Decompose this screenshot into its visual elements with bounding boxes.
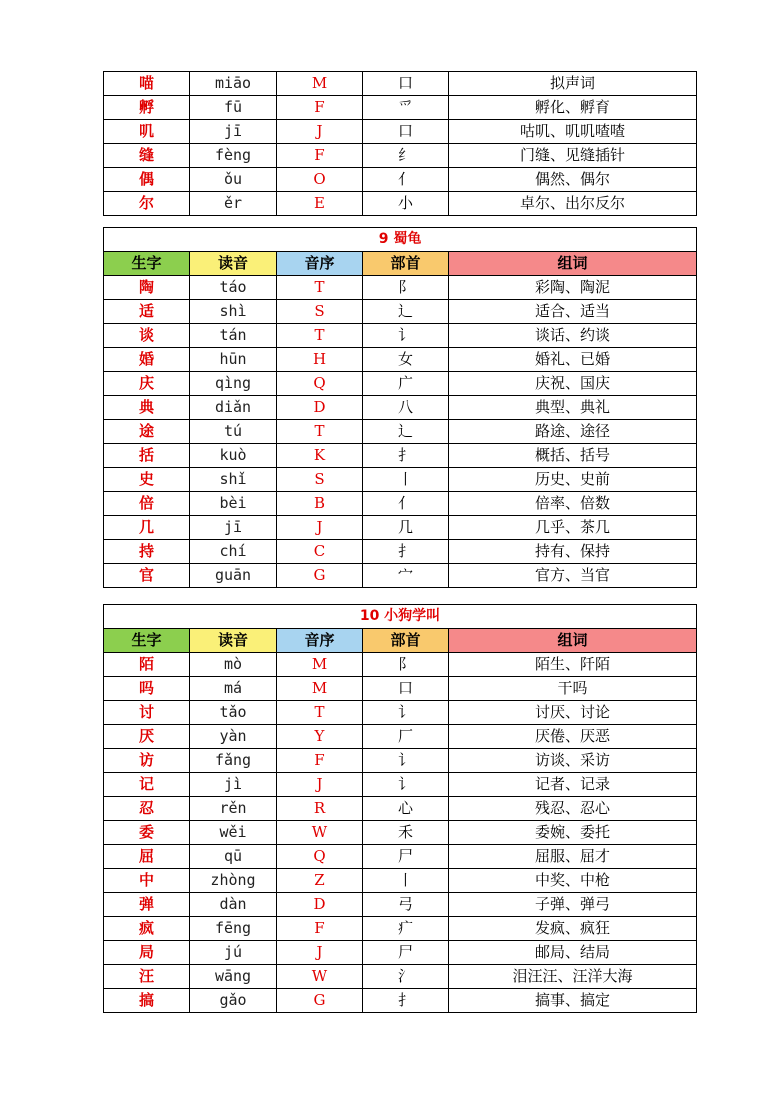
table-row <box>104 725 697 749</box>
table-row <box>104 845 697 869</box>
order-letter-cell: S <box>277 300 363 324</box>
radical-cell: 辶 <box>363 420 449 444</box>
order-letter-cell: F <box>277 144 363 168</box>
radical-cell: 口 <box>363 120 449 144</box>
pinyin-cell: hūn <box>190 348 277 372</box>
char-cell: 局 <box>104 941 190 965</box>
order-letter-cell: M <box>277 72 363 96</box>
radical-cell: 讠 <box>363 701 449 725</box>
words-cell: 彩陶、陶泥 <box>449 276 697 300</box>
table-row <box>104 348 697 372</box>
words-cell: 子弹、弹弓 <box>449 893 697 917</box>
order-letter-cell: Q <box>277 372 363 396</box>
table-row <box>104 120 697 144</box>
words-cell: 几乎、茶几 <box>449 516 697 540</box>
order-letter-cell: W <box>277 965 363 989</box>
char-cell: 委 <box>104 821 190 845</box>
char-cell: 偶 <box>104 168 190 192</box>
words-cell: 持有、保持 <box>449 540 697 564</box>
char-cell: 持 <box>104 540 190 564</box>
radical-cell: 纟 <box>363 144 449 168</box>
table-row <box>104 168 697 192</box>
pinyin-cell: bèi <box>190 492 277 516</box>
char-cell: 缝 <box>104 144 190 168</box>
char-cell: 屈 <box>104 845 190 869</box>
table-row <box>104 677 697 701</box>
radical-cell: 心 <box>363 797 449 821</box>
order-letter-cell: B <box>277 492 363 516</box>
header-pinyin: 读音 <box>190 252 277 276</box>
order-letter-cell: G <box>277 989 363 1013</box>
char-cell: 吗 <box>104 677 190 701</box>
char-cell: 途 <box>104 420 190 444</box>
pinyin-cell: dàn <box>190 893 277 917</box>
table-row <box>104 96 697 120</box>
char-cell: 喵 <box>104 72 190 96</box>
order-letter-cell: F <box>277 96 363 120</box>
words-cell: 咕叽、叽叽喳喳 <box>449 120 697 144</box>
table-row <box>104 965 697 989</box>
char-cell: 括 <box>104 444 190 468</box>
column-header-row <box>104 629 697 653</box>
pinyin-cell: tú <box>190 420 277 444</box>
words-cell: 历史、史前 <box>449 468 697 492</box>
radical-cell: 尸 <box>363 941 449 965</box>
radical-cell: 讠 <box>363 773 449 797</box>
vocab-table-8-continued <box>103 71 697 216</box>
words-cell: 偶然、偶尔 <box>449 168 697 192</box>
radical-cell: 宀 <box>363 564 449 588</box>
vocab-table-9 <box>103 227 697 588</box>
char-cell: 几 <box>104 516 190 540</box>
radical-cell: 几 <box>363 516 449 540</box>
radical-cell: 亻 <box>363 492 449 516</box>
words-cell: 概括、括号 <box>449 444 697 468</box>
pinyin-cell: fèng <box>190 144 277 168</box>
char-cell: 陌 <box>104 653 190 677</box>
words-cell: 适合、适当 <box>449 300 697 324</box>
order-letter-cell: H <box>277 348 363 372</box>
pinyin-cell: chí <box>190 540 277 564</box>
table-row <box>104 540 697 564</box>
order-letter-cell: W <box>277 821 363 845</box>
pinyin-cell: jī <box>190 120 277 144</box>
table-row <box>104 72 697 96</box>
words-cell: 中奖、中枪 <box>449 869 697 893</box>
radical-cell: 口 <box>363 72 449 96</box>
words-cell: 门缝、见缝插针 <box>449 144 697 168</box>
table-row <box>104 893 697 917</box>
header-char: 生字 <box>104 252 190 276</box>
words-cell: 谈话、约谈 <box>449 324 697 348</box>
char-cell: 记 <box>104 773 190 797</box>
char-cell: 疯 <box>104 917 190 941</box>
words-cell: 邮局、结局 <box>449 941 697 965</box>
radical-cell: 扌 <box>363 989 449 1013</box>
order-letter-cell: T <box>277 276 363 300</box>
char-cell: 讨 <box>104 701 190 725</box>
order-letter-cell: D <box>277 396 363 420</box>
order-letter-cell: J <box>277 773 363 797</box>
table-row <box>104 276 697 300</box>
header-radical: 部首 <box>363 629 449 653</box>
table-row <box>104 372 697 396</box>
order-letter-cell: J <box>277 516 363 540</box>
order-letter-cell: Q <box>277 845 363 869</box>
char-cell: 典 <box>104 396 190 420</box>
table-row <box>104 516 697 540</box>
table-row <box>104 797 697 821</box>
header-order: 音序 <box>277 629 363 653</box>
order-letter-cell: T <box>277 701 363 725</box>
radical-cell: 厂 <box>363 725 449 749</box>
radical-cell: 扌 <box>363 444 449 468</box>
pinyin-cell: ěr <box>190 192 277 216</box>
words-cell: 搞事、搞定 <box>449 989 697 1013</box>
radical-cell: 疒 <box>363 917 449 941</box>
char-cell: 适 <box>104 300 190 324</box>
table-row <box>104 821 697 845</box>
pinyin-cell: fǎng <box>190 749 277 773</box>
pinyin-cell: qìng <box>190 372 277 396</box>
char-cell: 中 <box>104 869 190 893</box>
table-row <box>104 869 697 893</box>
words-cell: 典型、典礼 <box>449 396 697 420</box>
words-cell: 访谈、采访 <box>449 749 697 773</box>
header-char: 生字 <box>104 629 190 653</box>
table-row <box>104 444 697 468</box>
words-cell: 残忍、忍心 <box>449 797 697 821</box>
table-row <box>104 653 697 677</box>
char-cell: 孵 <box>104 96 190 120</box>
char-cell: 弹 <box>104 893 190 917</box>
table-row <box>104 941 697 965</box>
pinyin-cell: mò <box>190 653 277 677</box>
table-row <box>104 396 697 420</box>
words-cell: 婚礼、已婚 <box>449 348 697 372</box>
words-cell: 倍率、倍数 <box>449 492 697 516</box>
order-letter-cell: M <box>277 677 363 701</box>
char-cell: 搞 <box>104 989 190 1013</box>
char-cell: 忍 <box>104 797 190 821</box>
order-letter-cell: C <box>277 540 363 564</box>
words-cell: 发疯、疯狂 <box>449 917 697 941</box>
order-letter-cell: O <box>277 168 363 192</box>
order-letter-cell: Y <box>277 725 363 749</box>
radical-cell: 广 <box>363 372 449 396</box>
words-cell: 陌生、阡陌 <box>449 653 697 677</box>
pinyin-cell: kuò <box>190 444 277 468</box>
pinyin-cell: wāng <box>190 965 277 989</box>
table-body <box>104 276 697 588</box>
order-letter-cell: R <box>277 797 363 821</box>
pinyin-cell: gǎo <box>190 989 277 1013</box>
words-cell: 拟声词 <box>449 72 697 96</box>
table-row <box>104 749 697 773</box>
vocab-table-10 <box>103 604 697 1013</box>
header-words: 组词 <box>449 629 697 653</box>
radical-cell: 尸 <box>363 845 449 869</box>
pinyin-cell: jú <box>190 941 277 965</box>
radical-cell: 八 <box>363 396 449 420</box>
header-radical: 部首 <box>363 252 449 276</box>
radical-cell: 爫 <box>363 96 449 120</box>
radical-cell: 女 <box>363 348 449 372</box>
radical-cell: 扌 <box>363 540 449 564</box>
radical-cell: 小 <box>363 192 449 216</box>
pinyin-cell: tán <box>190 324 277 348</box>
order-letter-cell: J <box>277 120 363 144</box>
order-letter-cell: J <box>277 941 363 965</box>
radical-cell: 阝 <box>363 653 449 677</box>
pinyin-cell: shǐ <box>190 468 277 492</box>
char-cell: 谈 <box>104 324 190 348</box>
order-letter-cell: D <box>277 893 363 917</box>
pinyin-cell: miāo <box>190 72 277 96</box>
table-row <box>104 917 697 941</box>
pinyin-cell: má <box>190 677 277 701</box>
words-cell: 官方、当官 <box>449 564 697 588</box>
order-letter-cell: E <box>277 192 363 216</box>
pinyin-cell: táo <box>190 276 277 300</box>
order-letter-cell: F <box>277 917 363 941</box>
char-cell: 陶 <box>104 276 190 300</box>
radical-cell: 氵 <box>363 965 449 989</box>
words-cell: 孵化、孵育 <box>449 96 697 120</box>
words-cell: 记者、记录 <box>449 773 697 797</box>
words-cell: 泪汪汪、汪洋大海 <box>449 965 697 989</box>
words-cell: 厌倦、厌恶 <box>449 725 697 749</box>
char-cell: 倍 <box>104 492 190 516</box>
char-cell: 访 <box>104 749 190 773</box>
table-row <box>104 468 697 492</box>
pinyin-cell: ǒu <box>190 168 277 192</box>
order-letter-cell: Z <box>277 869 363 893</box>
pinyin-cell: zhòng <box>190 869 277 893</box>
pinyin-cell: yàn <box>190 725 277 749</box>
radical-cell: 禾 <box>363 821 449 845</box>
table-row <box>104 192 697 216</box>
words-cell: 屈服、屈才 <box>449 845 697 869</box>
pinyin-cell: fū <box>190 96 277 120</box>
table-row <box>104 564 697 588</box>
words-cell: 干吗 <box>449 677 697 701</box>
pinyin-cell: guān <box>190 564 277 588</box>
header-order: 音序 <box>277 252 363 276</box>
words-cell: 庆祝、国庆 <box>449 372 697 396</box>
table-row <box>104 324 697 348</box>
char-cell: 汪 <box>104 965 190 989</box>
radical-cell: 弓 <box>363 893 449 917</box>
radical-cell: 阝 <box>363 276 449 300</box>
pinyin-cell: tǎo <box>190 701 277 725</box>
table-row <box>104 701 697 725</box>
radical-cell: 丨 <box>363 869 449 893</box>
order-letter-cell: T <box>277 420 363 444</box>
radical-cell: 辶 <box>363 300 449 324</box>
pinyin-cell: diǎn <box>190 396 277 420</box>
pinyin-cell: jì <box>190 773 277 797</box>
char-cell: 官 <box>104 564 190 588</box>
words-cell: 卓尔、出尔反尔 <box>449 192 697 216</box>
lesson-title: 10 小狗学叫 <box>104 605 697 629</box>
order-letter-cell: G <box>277 564 363 588</box>
table-body <box>104 72 697 216</box>
column-header-row <box>104 252 697 276</box>
header-pinyin: 读音 <box>190 629 277 653</box>
table-row <box>104 773 697 797</box>
radical-cell: 讠 <box>363 749 449 773</box>
radical-cell: 丨 <box>363 468 449 492</box>
lesson-title: 9 蜀龟 <box>104 228 697 252</box>
pinyin-cell: shì <box>190 300 277 324</box>
char-cell: 史 <box>104 468 190 492</box>
radical-cell: 讠 <box>363 324 449 348</box>
table-row <box>104 144 697 168</box>
char-cell: 厌 <box>104 725 190 749</box>
header-words: 组词 <box>449 252 697 276</box>
char-cell: 叽 <box>104 120 190 144</box>
char-cell: 尔 <box>104 192 190 216</box>
radical-cell: 亻 <box>363 168 449 192</box>
pinyin-cell: jī <box>190 516 277 540</box>
order-letter-cell: F <box>277 749 363 773</box>
table-row <box>104 492 697 516</box>
char-cell: 庆 <box>104 372 190 396</box>
words-cell: 路途、途径 <box>449 420 697 444</box>
table-body <box>104 653 697 1013</box>
pinyin-cell: fēng <box>190 917 277 941</box>
table-row <box>104 300 697 324</box>
table-row <box>104 989 697 1013</box>
order-letter-cell: M <box>277 653 363 677</box>
words-cell: 讨厌、讨论 <box>449 701 697 725</box>
pinyin-cell: wěi <box>190 821 277 845</box>
words-cell: 委婉、委托 <box>449 821 697 845</box>
order-letter-cell: T <box>277 324 363 348</box>
order-letter-cell: S <box>277 468 363 492</box>
order-letter-cell: K <box>277 444 363 468</box>
char-cell: 婚 <box>104 348 190 372</box>
pinyin-cell: rěn <box>190 797 277 821</box>
table-row <box>104 420 697 444</box>
pinyin-cell: qū <box>190 845 277 869</box>
radical-cell: 口 <box>363 677 449 701</box>
